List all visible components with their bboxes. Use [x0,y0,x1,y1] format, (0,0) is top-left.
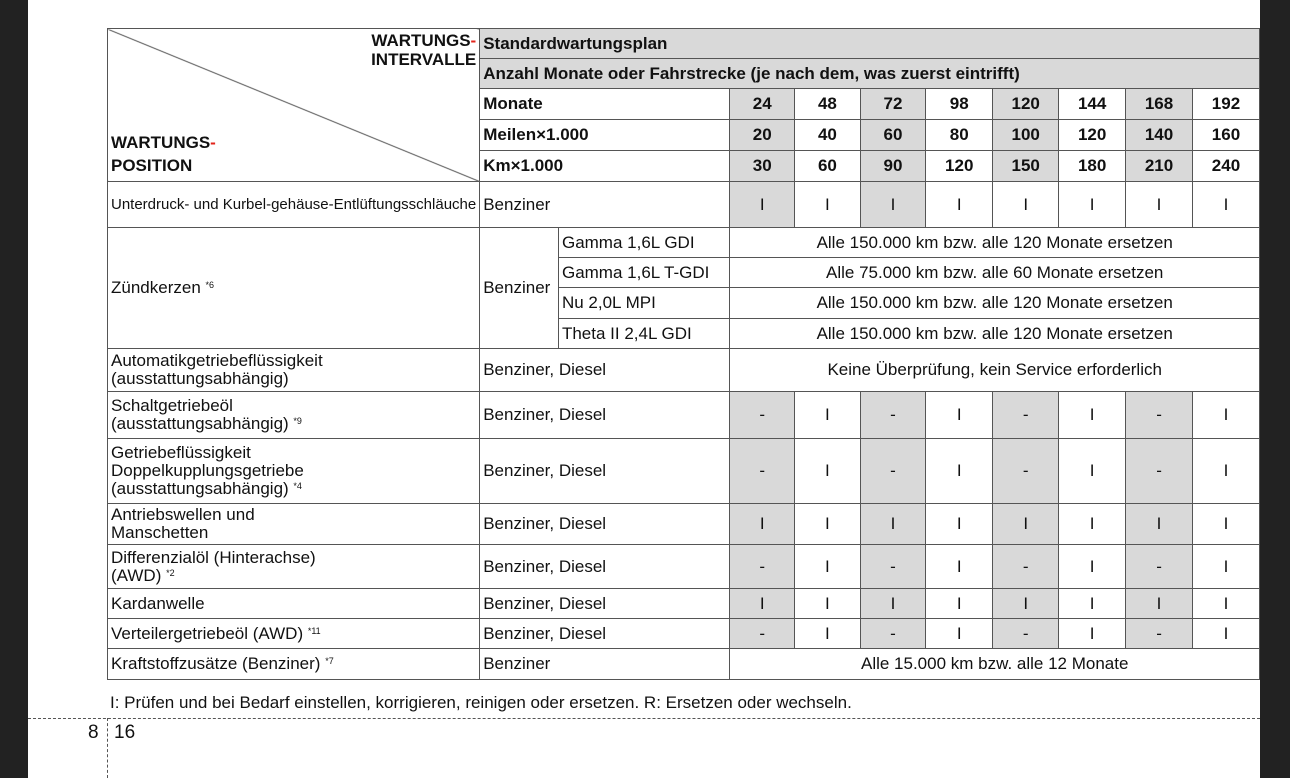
miles-value: 100 [993,120,1059,151]
interval-cell: I [730,589,795,619]
interval-cell: I [993,182,1059,228]
interval-cell: I [1126,589,1193,619]
interval-cell: I [860,182,926,228]
interval-cell: I [1059,504,1126,545]
interval-cell: I [993,504,1059,545]
month-value: 98 [926,89,993,120]
miles-value: 160 [1192,120,1259,151]
month-value: 120 [993,89,1059,120]
fuel-cell: Benziner, Diesel [480,439,730,504]
table-row [108,228,1260,258]
interval-cell: I [1192,182,1259,228]
interval-cell: - [860,439,926,504]
position-cell: Zündkerzen $^{*6}$ [108,228,480,349]
interval-cell: I [1059,589,1126,619]
table-row [108,439,1260,504]
interval-cell: I [926,504,993,545]
interval-cell: I [926,619,993,649]
interval-cell: I [795,392,861,439]
replacement-text: Alle 150.000 km bzw. alle 120 Monate ersetzen [730,319,1260,349]
month-value: 48 [795,89,861,120]
position-cell: Kraftstoffzusätze (Benziner) $^{*7}$ [108,649,480,680]
km-value: 210 [1126,151,1193,182]
table-row [108,504,1260,545]
interval-cell: - [1126,439,1193,504]
intervals-label: WARTUNGS- INTERVALLE [371,31,477,69]
diagonal-header-cell [108,29,480,182]
miles-value: 40 [795,120,861,151]
position-cell: Automatikgetriebeflüssigkeit (ausstattungsabhängig) [108,349,480,392]
interval-cell: I [795,619,861,649]
table-row [108,545,1260,589]
interval-cell: - [860,392,926,439]
dashed-divider-vertical [107,718,108,778]
miles-value: 20 [730,120,795,151]
interval-cell: - [1126,619,1193,649]
interval-cell: I [1126,504,1193,545]
interval-cell: I [795,439,861,504]
fuel-cell: Benziner, Diesel [480,392,730,439]
position-cell: Differenzialöl (Hinterachse) (AWD) $^{*2}$ [108,545,480,589]
month-value: 72 [860,89,926,120]
legend-footnote: I: Prüfen und bei Bedarf einstellen, korrigieren, reinigen oder ersetzen. R: Ersetzen oder wechseln. [110,693,852,712]
replacement-text: Alle 75.000 km bzw. alle 60 Monate ersetzen [730,258,1260,288]
km-value: 240 [1192,151,1259,182]
table-row [108,649,1260,680]
dashed-divider [28,718,1260,719]
interval-cell: I [1126,182,1193,228]
position-cell: Kardanwelle [108,589,480,619]
interval-cell: I [1059,439,1126,504]
plan-subtitle: Anzahl Monate oder Fahrstrecke (je nach dem, was zuerst eintrifft) [480,59,1260,89]
fuel-cell: Benziner, Diesel [480,619,730,649]
month-value: 168 [1126,89,1193,120]
miles-label: Meilen×1.000 [480,120,730,151]
position-cell: Schaltgetriebeöl (ausstattungsabhängig) $^{*9}$ [108,392,480,439]
maintenance-table [107,28,1260,680]
interval-cell: I [1059,545,1126,589]
engine-cell: Theta II 2,4L GDI [558,319,729,349]
interval-cell: - [860,619,926,649]
interval-cell: I [926,589,993,619]
position-cell: Antriebswellen und Manschetten [108,504,480,545]
interval-cell: I [1192,545,1259,589]
replacement-text: Alle 150.000 km bzw. alle 120 Monate ersetzen [730,288,1260,319]
miles-value: 140 [1126,120,1193,151]
interval-cell: I [993,589,1059,619]
fuel-cell: Benziner, Diesel [480,504,730,545]
miles-value: 80 [926,120,993,151]
interval-cell: I [860,504,926,545]
fuel-cell: Benziner [480,649,730,680]
interval-cell: - [860,545,926,589]
interval-cell: I [926,545,993,589]
interval-cell: I [730,182,795,228]
interval-cell: - [993,392,1059,439]
interval-cell: - [730,545,795,589]
months-label: Monate [480,89,730,120]
table-row [108,392,1260,439]
position-label: WARTUNGS- POSITION [111,133,216,176]
fuel-cell: Benziner, Diesel [480,589,730,619]
engine-cell: Gamma 1,6L T-GDI [558,258,729,288]
fuel-cell: Benziner, Diesel [480,349,730,392]
km-value: 60 [795,151,861,182]
service-text: Keine Überprüfung, kein Service erforderlich [730,349,1260,392]
interval-cell: I [1192,504,1259,545]
km-value: 30 [730,151,795,182]
month-value: 24 [730,89,795,120]
header-row-plan [108,29,1260,59]
miles-value: 120 [1059,120,1126,151]
interval-cell: I [795,182,861,228]
table-row [108,349,1260,392]
interval-cell: - [1126,392,1193,439]
interval-cell: I [1059,619,1126,649]
interval-cell: I [860,589,926,619]
interval-cell: I [795,545,861,589]
service-text: Alle 15.000 km bzw. alle 12 Monate [730,649,1260,680]
interval-cell: I [926,439,993,504]
interval-cell: I [730,504,795,545]
fuel-cell: Benziner [480,228,559,349]
fuel-cell: Benziner, Diesel [480,545,730,589]
interval-cell: - [993,619,1059,649]
table-row [108,589,1260,619]
km-label: Km×1.000 [480,151,730,182]
interval-cell: I [926,182,993,228]
replacement-text: Alle 150.000 km bzw. alle 120 Monate ersetzen [730,228,1260,258]
km-value: 90 [860,151,926,182]
interval-cell: - [730,392,795,439]
position-cell: Verteilergetriebeöl (AWD) $^{*11}$ [108,619,480,649]
fuel-cell: Benziner [480,182,730,228]
interval-cell: - [730,619,795,649]
interval-cell: - [993,545,1059,589]
position-cell: Getriebeflüssigkeit Doppelkupplungsgetriebe (ausstattungsabhängig) $^{*4}$ [108,439,480,504]
interval-cell: I [1059,392,1126,439]
plan-title: Standardwartungsplan [480,29,1260,59]
km-value: 120 [926,151,993,182]
interval-cell: - [1126,545,1193,589]
km-value: 180 [1059,151,1126,182]
km-value: 150 [993,151,1059,182]
interval-cell: I [1192,589,1259,619]
month-value: 192 [1192,89,1259,120]
engine-cell: Nu 2,0L MPI [558,288,729,319]
month-value: 144 [1059,89,1126,120]
interval-cell: I [1192,439,1259,504]
interval-cell: I [1059,182,1126,228]
interval-cell: I [1192,619,1259,649]
interval-cell: - [730,439,795,504]
miles-value: 60 [860,120,926,151]
position-cell: Unterdruck- und Kurbel-gehäuse-Entlüftungsschläuche [108,182,480,228]
engine-cell: Gamma 1,6L GDI [558,228,729,258]
chapter-number: 8 [88,722,99,743]
interval-cell: I [795,504,861,545]
interval-cell: - [993,439,1059,504]
interval-cell: I [926,392,993,439]
table-row [108,182,1260,228]
page-number: 16 [114,722,136,743]
interval-cell: I [795,589,861,619]
interval-cell: I [1192,392,1259,439]
table-row [108,619,1260,649]
manual-page [28,0,1260,778]
